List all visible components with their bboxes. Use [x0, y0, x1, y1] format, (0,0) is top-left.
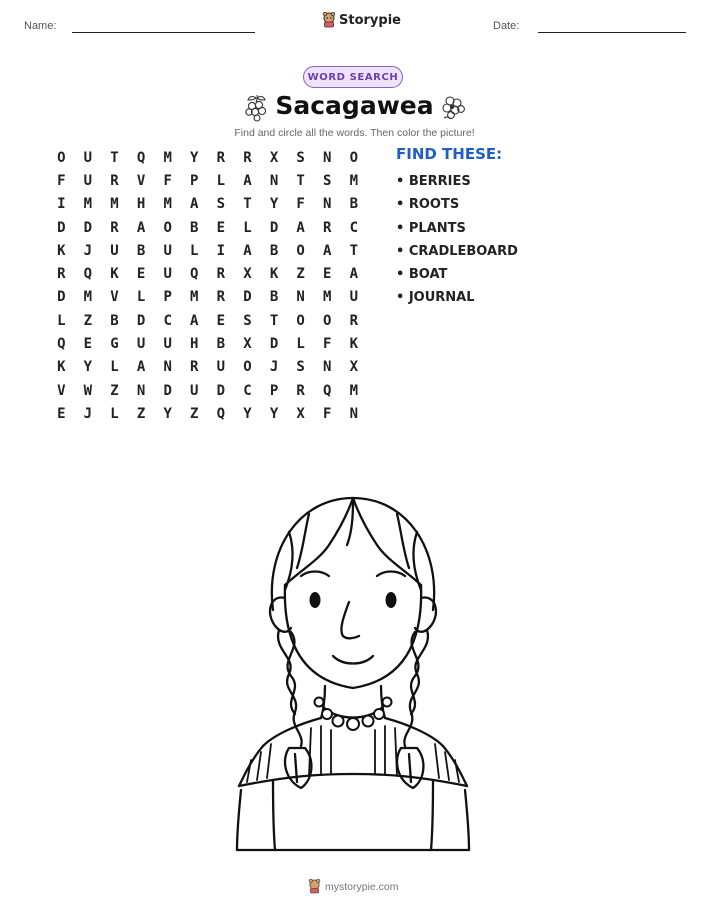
grid-letter[interactable]: F: [323, 405, 332, 422]
grid-letter[interactable]: L: [296, 336, 305, 353]
grid-letter[interactable]: H: [190, 336, 199, 353]
grid-letter[interactable]: R: [243, 149, 252, 166]
brand-logo: [322, 12, 401, 28]
grid-letter[interactable]: D: [269, 219, 279, 236]
grid-letter[interactable]: Z: [190, 405, 199, 422]
grid-letter[interactable]: A: [243, 172, 252, 189]
grid-letter[interactable]: Q: [190, 266, 199, 283]
grid-letter[interactable]: F: [296, 196, 305, 213]
grid-letter[interactable]: X: [269, 149, 279, 166]
page-title: Sacagawea: [275, 91, 434, 120]
grid-letter[interactable]: L: [110, 405, 119, 422]
grid-letter[interactable]: X: [243, 266, 252, 283]
grid-letter[interactable]: D: [57, 219, 66, 236]
grid-letter[interactable]: C: [349, 219, 359, 236]
grid-letter[interactable]: I: [57, 196, 66, 213]
grid-letter[interactable]: M: [163, 196, 172, 213]
grid-letter[interactable]: F: [163, 172, 172, 189]
grid-letter[interactable]: R: [216, 149, 226, 166]
grid-letter[interactable]: Q: [136, 149, 146, 166]
grid-letter[interactable]: J: [83, 405, 93, 422]
name-label: Name:: [24, 20, 57, 32]
grid-letter[interactable]: O: [323, 312, 332, 329]
grid-letter[interactable]: U: [349, 289, 359, 306]
grid-letter[interactable]: O: [296, 312, 305, 329]
grid-letter[interactable]: A: [323, 242, 332, 259]
grid-letter[interactable]: Z: [136, 405, 146, 422]
date-line[interactable]: [538, 32, 686, 33]
word-list: [396, 170, 518, 310]
grid-letter[interactable]: N: [323, 196, 332, 213]
grid-letter[interactable]: K: [269, 266, 279, 283]
grid-letter[interactable]: G: [110, 336, 119, 353]
grid-letter[interactable]: A: [190, 312, 199, 329]
grid-letter[interactable]: F: [57, 172, 66, 189]
grid-letter[interactable]: Y: [83, 359, 93, 376]
storypie-mascot-icon: [322, 12, 336, 28]
footer-url[interactable]: mystorypie.com: [325, 880, 399, 893]
grid-letter[interactable]: V: [110, 289, 119, 306]
brand-name: Storypie: [339, 12, 401, 28]
grid-letter[interactable]: O: [163, 219, 172, 236]
date-label: Date:: [493, 20, 520, 32]
grid-letter[interactable]: S: [323, 172, 332, 189]
grid-letter[interactable]: U: [163, 336, 172, 353]
grid-letter[interactable]: C: [243, 382, 252, 399]
grid-letter[interactable]: D: [57, 289, 66, 306]
grid-letter[interactable]: V: [136, 172, 146, 189]
grid-letter[interactable]: B: [136, 242, 146, 259]
grid-letter[interactable]: B: [269, 289, 279, 306]
grid-letter[interactable]: K: [57, 359, 66, 376]
grid-letter[interactable]: Z: [296, 266, 305, 283]
instructions: Find and circle all the words. Then color the picture!: [234, 127, 475, 139]
grid-letter[interactable]: K: [57, 242, 66, 259]
word-list-item: • CRADLEBOARD: [396, 243, 518, 259]
grid-letter[interactable]: A: [296, 219, 305, 236]
storypie-mascot-icon: [308, 879, 321, 894]
grid-letter[interactable]: R: [349, 312, 359, 329]
grid-letter[interactable]: H: [136, 196, 146, 213]
grid-letter[interactable]: U: [190, 382, 199, 399]
grid-letter[interactable]: U: [83, 172, 93, 189]
grid-letter[interactable]: L: [216, 172, 226, 189]
grid-letter[interactable]: A: [349, 266, 359, 283]
grid-letter[interactable]: D: [136, 312, 146, 329]
grid-letter[interactable]: R: [57, 266, 66, 283]
grid-letter[interactable]: Q: [83, 266, 93, 283]
grid-letter[interactable]: M: [349, 382, 359, 399]
grid-letter[interactable]: X: [296, 405, 305, 422]
grid-letter[interactable]: M: [83, 289, 93, 306]
grid-letter[interactable]: M: [323, 289, 332, 306]
grid-letter[interactable]: Y: [243, 405, 252, 422]
word-list-item: • PLANTS: [396, 220, 466, 236]
grid-letter[interactable]: S: [296, 359, 305, 376]
grid-letter[interactable]: L: [136, 289, 146, 306]
grid-letter[interactable]: Z: [83, 312, 93, 329]
word-list-item: • BERRIES: [396, 174, 471, 189]
grid-letter[interactable]: S: [243, 312, 252, 329]
grid-letter[interactable]: L: [243, 219, 252, 236]
grid-letter[interactable]: F: [323, 336, 332, 353]
grid-letter[interactable]: Y: [190, 149, 199, 166]
grid-letter[interactable]: A: [136, 219, 146, 236]
grid-letter[interactable]: A: [190, 196, 199, 213]
grid-letter[interactable]: X: [349, 359, 359, 376]
grid-letter[interactable]: M: [83, 196, 93, 213]
grid-letter[interactable]: T: [110, 149, 119, 166]
grid-letter[interactable]: R: [110, 219, 119, 236]
grid-letter[interactable]: O: [349, 149, 359, 166]
grid-letter[interactable]: J: [83, 242, 93, 259]
grid-letter[interactable]: T: [349, 242, 359, 259]
grid-letter[interactable]: O: [243, 359, 252, 376]
word-list-item: • JOURNAL: [396, 290, 475, 306]
grid-letter[interactable]: Y: [269, 196, 279, 213]
grid-letter[interactable]: Y: [163, 405, 172, 422]
word-list-item: • BOAT: [396, 267, 448, 283]
grid-letter[interactable]: R: [216, 289, 226, 306]
grid-letter[interactable]: A: [136, 359, 146, 376]
grid-letter[interactable]: B: [110, 312, 119, 329]
flower-icon: [438, 92, 468, 122]
grid-letter[interactable]: I: [216, 242, 226, 259]
grid-letter[interactable]: U: [163, 242, 172, 259]
grid-letter[interactable]: R: [110, 172, 119, 189]
grid-letter[interactable]: N: [163, 359, 172, 376]
grid-letter[interactable]: N: [323, 149, 332, 166]
grid-letter[interactable]: M: [349, 172, 359, 189]
word-search-badge: WORD SEARCH: [303, 66, 403, 88]
grid-letter[interactable]: M: [190, 289, 199, 306]
grid-letter[interactable]: U: [83, 149, 93, 166]
grid-letter[interactable]: N: [323, 359, 332, 376]
grid-letter[interactable]: D: [243, 289, 252, 306]
grid-letter[interactable]: U: [110, 242, 119, 259]
grid-letter[interactable]: N: [349, 405, 359, 422]
grid-letter[interactable]: O: [296, 242, 305, 259]
grid-letter[interactable]: E: [216, 312, 226, 329]
grid-letter[interactable]: R: [323, 219, 332, 236]
grid-letter[interactable]: T: [243, 196, 252, 213]
grid-letter[interactable]: R: [190, 359, 199, 376]
grid-letter[interactable]: B: [349, 196, 359, 213]
grid-letter[interactable]: N: [136, 382, 146, 399]
grid-letter[interactable]: P: [163, 289, 172, 306]
grid-letter[interactable]: V: [57, 382, 66, 399]
letter-grid[interactable]: [48, 146, 367, 426]
grid-letter[interactable]: R: [216, 266, 226, 283]
find-title: FIND THESE:: [396, 145, 503, 163]
grid-letter[interactable]: M: [110, 196, 119, 213]
grid-letter[interactable]: K: [349, 336, 359, 353]
grid-letter[interactable]: L: [57, 312, 66, 329]
grid-letter[interactable]: D: [269, 336, 279, 353]
grid-letter[interactable]: S: [296, 149, 305, 166]
sacagawea-coloring-illustration[interactable]: [229, 490, 477, 856]
grid-letter[interactable]: D: [163, 382, 172, 399]
grid-letter[interactable]: E: [136, 266, 146, 283]
grid-letter[interactable]: T: [296, 172, 305, 189]
grid-letter[interactable]: M: [163, 149, 172, 166]
grid-letter[interactable]: Q: [57, 336, 66, 353]
grid-letter[interactable]: Q: [216, 405, 226, 422]
grid-letter[interactable]: E: [323, 266, 332, 283]
grid-letter[interactable]: U: [163, 266, 172, 283]
grid-letter[interactable]: E: [57, 405, 66, 422]
grid-letter[interactable]: U: [216, 359, 226, 376]
grid-letter[interactable]: E: [83, 336, 93, 353]
grid-letter[interactable]: U: [136, 336, 146, 353]
grid-letter[interactable]: Z: [110, 382, 119, 399]
grid-letter[interactable]: J: [269, 359, 279, 376]
grid-letter[interactable]: B: [269, 242, 279, 259]
footer: [308, 879, 399, 894]
grid-letter[interactable]: W: [83, 382, 93, 399]
grid-letter[interactable]: S: [216, 196, 226, 213]
grid-letter[interactable]: P: [269, 382, 279, 399]
grid-letter[interactable]: B: [216, 336, 226, 353]
grid-letter[interactable]: A: [243, 242, 252, 259]
grid-letter[interactable]: O: [57, 149, 66, 166]
grid-letter[interactable]: N: [296, 289, 305, 306]
grid-letter[interactable]: C: [163, 312, 172, 329]
grid-letter[interactable]: D: [216, 382, 226, 399]
name-line[interactable]: [72, 32, 255, 33]
grid-letter[interactable]: X: [243, 336, 252, 353]
word-list-item: • ROOTS: [396, 197, 460, 213]
grid-letter[interactable]: N: [269, 172, 279, 189]
grid-letter[interactable]: L: [190, 242, 199, 259]
grid-letter[interactable]: K: [110, 266, 119, 283]
grid-letter[interactable]: E: [216, 219, 226, 236]
grid-letter[interactable]: D: [83, 219, 93, 236]
grid-letter[interactable]: B: [190, 219, 199, 236]
grid-letter[interactable]: Q: [323, 382, 332, 399]
grid-letter[interactable]: P: [190, 172, 199, 189]
grid-letter[interactable]: L: [110, 359, 119, 376]
grid-letter[interactable]: R: [296, 382, 305, 399]
grid-letter[interactable]: Y: [269, 405, 279, 422]
grid-letter[interactable]: T: [269, 312, 279, 329]
